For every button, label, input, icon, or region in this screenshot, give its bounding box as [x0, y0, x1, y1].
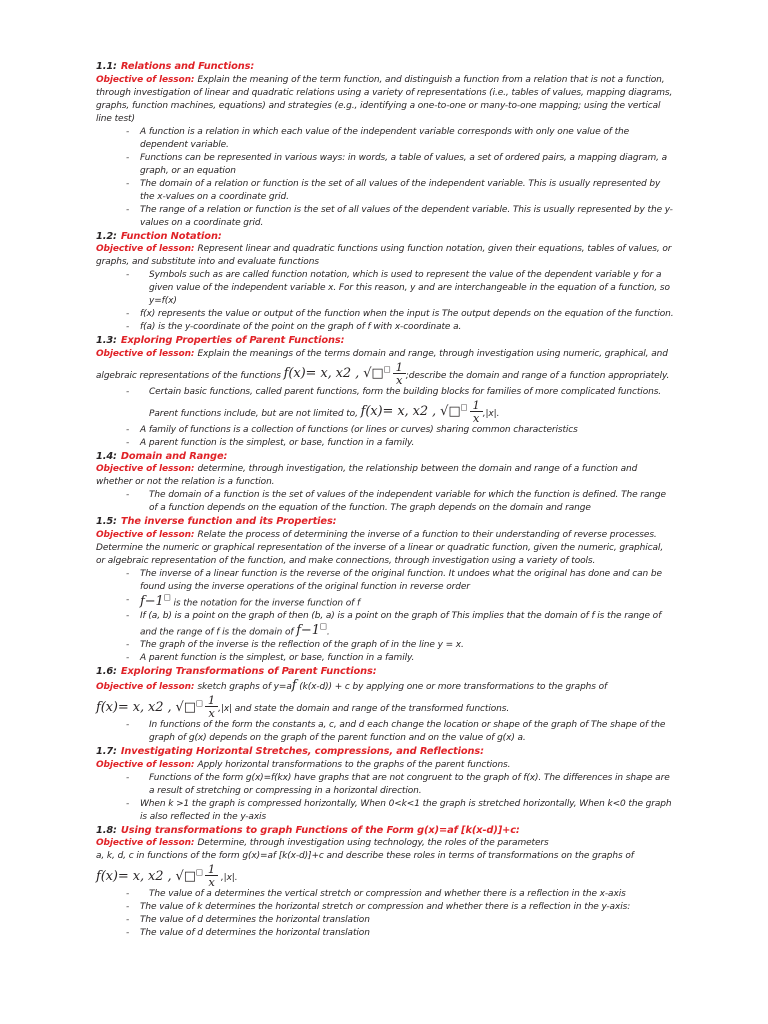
math-f: f — [291, 677, 297, 693]
bullet-dash: - — [126, 594, 130, 605]
bullet-dash: - — [126, 424, 130, 435]
bullet-text: The value of d determines the horizontal translation — [140, 915, 370, 926]
objective-label: Objective of lesson: — [96, 838, 195, 849]
radical-icon: √ — [363, 366, 372, 382]
objective-text-tail: ;describe the domain and range of a function appropriately. — [405, 370, 670, 381]
math-lead: f(x)= x, x2 , — [96, 699, 172, 715]
bullet-text: The value of k determines the horizontal stretch or compression and whether there is a reflection in the y-axis: — [140, 902, 631, 913]
inverse-notation — [140, 594, 171, 609]
math-fraction — [470, 399, 483, 424]
bullet-dash: - — [126, 322, 130, 332]
objective-paragraph — [96, 837, 674, 850]
list-item — [96, 798, 674, 824]
bullet-dash: - — [126, 640, 130, 651]
math-fraction — [205, 863, 218, 888]
objective-paragraph — [96, 243, 674, 269]
bullet-text — [140, 610, 674, 639]
bullet-dash: - — [126, 611, 130, 622]
bullet-text: A function is a relation in which each value of the independent variable corresponds with only one value of the dependent variable. — [140, 126, 630, 150]
placeholder-sup-box: □ — [460, 403, 468, 413]
objective-text: Determine, through investigation using technology, the roles of the parameters — [197, 838, 549, 849]
bullet-text: Functions can be represented in various ways: in words, a table of values, a set of ordered pairs, a mapping diagram, a graph, or an equation — [140, 152, 668, 176]
math-fraction — [205, 694, 218, 719]
placeholder-sup-box: □ — [195, 867, 203, 877]
fraction-denominator: x — [470, 411, 483, 424]
section-number: 1.8: — [96, 824, 117, 836]
section-number: 1.7: — [96, 746, 117, 758]
section-heading — [96, 450, 674, 464]
bullet-dash: - — [126, 126, 130, 137]
objective-text: determine, through investigation, the relationship between the domain and range of a function and whether or not the relation is a function. — [96, 464, 638, 488]
objective-text: Relate the process of determining the inverse of a function to their understanding of reverse processes. Determine the numeric or graphical representation of the inverse of a linear or quadratic function, given the numeric, graphical, or algebraic representation of the function, and make connections, through investigation using a variety of tools. — [96, 529, 664, 566]
section-heading — [96, 230, 674, 244]
math-formula — [96, 692, 218, 720]
math-lead: f(x)= x, x2 , — [283, 366, 360, 382]
list-item — [96, 719, 674, 745]
bullet-text: When k >1 the graph is compressed horizontally, When 0<k<1 the graph is stretched horizontally, When k<0 the graph is also reflected in the y-axis — [140, 798, 672, 822]
objective-label: Objective of lesson: — [96, 759, 195, 770]
section-heading — [96, 745, 674, 759]
objective-paragraph — [96, 463, 674, 489]
objective-label: Objective of lesson: — [96, 529, 195, 540]
objective-label: Objective of lesson: — [96, 74, 195, 85]
list-item — [96, 321, 674, 334]
list-item — [96, 610, 674, 639]
section-title: Domain and Range: — [120, 450, 228, 462]
math-base: f−1 — [140, 594, 164, 610]
math-fraction — [393, 361, 406, 386]
objective-label: Objective of lesson: — [96, 464, 195, 475]
section-number: 1.5: — [96, 516, 117, 528]
bullet-text-tail: . — [326, 627, 330, 638]
objective-paragraph-2 — [96, 850, 674, 888]
placeholder-sup-box: □ — [319, 622, 327, 632]
objective-paragraph — [96, 74, 674, 126]
objective-paragraph — [96, 759, 674, 772]
bullet-dash: - — [126, 720, 130, 731]
objective-text: a, k, d, c in functions of the form g(x)=af [k(x-d)]+c and describe these roles in terms of transformations on the graphs of — [96, 851, 634, 862]
section-1-3 — [96, 334, 674, 450]
section-number: 1.4: — [96, 450, 117, 462]
list-item — [96, 652, 674, 665]
bullet-text-tail: ,|x|. — [482, 408, 500, 419]
objective-paragraph — [96, 529, 674, 568]
section-heading — [96, 515, 674, 529]
bullet-text: In functions of the form the constants a, c, and d each change the location or shape of the graph of The shape of the graph of g(x) depends on the graph of the parent function and on the value of g(x) a. — [149, 720, 666, 744]
section-number: 1.1: — [96, 61, 117, 72]
list-item — [96, 772, 674, 798]
placeholder-box: □ — [448, 404, 461, 420]
bullet-text: The domain of a relation or function is the set of all values of the independent variable. This is usually represented by the x-values on a coordinate grid. — [140, 178, 661, 202]
section-1-8 — [96, 824, 674, 941]
bullet-text-lead: If (a, b) is a point on the graph of then (b, a) is a point on the graph of This implies that the domain of f is the range of and the range of f is the domain of — [140, 611, 662, 638]
list-item — [96, 639, 674, 652]
bullet-text-tail: is the notation for the inverse function of f — [173, 598, 361, 609]
list-item — [96, 927, 674, 940]
objective-label: Objective of lesson: — [96, 348, 195, 359]
fraction-numerator: 1 — [207, 862, 216, 877]
bullet-text: f(x) represents the value or output of the function when the input is The output depends on the equation of the function. — [140, 309, 674, 319]
radical-icon: √ — [175, 868, 184, 884]
objective-label: Objective of lesson: — [96, 244, 195, 254]
list-item — [96, 914, 674, 927]
fraction-denominator: x — [205, 875, 218, 888]
bullet-dash: - — [126, 889, 130, 900]
list-item — [96, 126, 674, 152]
bullet-dash: - — [126, 178, 130, 189]
bullet-text: A parent function is the simplest, or base, function in a family. — [140, 653, 415, 664]
list-item — [96, 568, 674, 594]
section-1-6 — [96, 665, 674, 745]
objective-text: Apply horizontal transformations to the graphs of the parent functions. — [197, 759, 511, 770]
bullet-dash: - — [126, 270, 130, 280]
fraction-numerator: 1 — [207, 692, 216, 707]
list-item — [96, 152, 674, 178]
bullet-dash: - — [126, 386, 130, 397]
objective-text: sketch graphs of y=a — [197, 681, 292, 692]
placeholder-sup-box: □ — [383, 364, 391, 374]
section-title: The inverse function and its Properties: — [120, 516, 337, 528]
inverse-notation — [296, 623, 327, 638]
bullet-dash: - — [126, 152, 130, 163]
math-formula — [283, 359, 406, 387]
math-formula — [96, 862, 218, 890]
bullet-text: Functions of the form g(x)=f(kx) have graphs that are not congruent to the graph of f(x). The differences in shape are a result of stretching or compressing in a horizontal direction. — [149, 772, 670, 796]
bullet-dash: - — [126, 915, 130, 926]
math-formula — [360, 397, 483, 425]
objective-text-mid: (k(x-d)) + c by applying one or more transformations to the graphs of — [299, 681, 608, 692]
bullet-text: The value of d determines the horizontal translation — [140, 928, 370, 939]
objective-paragraph — [96, 348, 674, 386]
objective-text: Explain the meaning of the term function, and distinguish a function from a relation that is not a function, through investigation of linear and quadratic relations using a variety of representations (i.e., tables of values, mapping diagrams, graphs, function machines, equations) and strategies (e.g., identifying a one-to-one or many-to-one mapping; using the vertical line test) — [96, 74, 673, 124]
bullet-text: The domain of a function is the set of values of the independent variable for which the function is defined. The range of a function depends on the equation of the function. The graph depends on the domain and range — [149, 490, 666, 514]
bullet-dash: - — [126, 309, 130, 319]
list-item — [96, 424, 674, 437]
bullet-dash: - — [126, 928, 130, 939]
math-lead: f(x)= x, x2 , — [360, 404, 437, 420]
fraction-denominator: x — [393, 373, 406, 386]
section-number: 1.6: — [96, 666, 117, 678]
fraction-numerator: 1 — [395, 359, 403, 374]
bullet-dash: - — [126, 204, 130, 215]
bullet-text: f(a) is the y-coordinate of the point on the graph of f with x-coordinate a. — [140, 322, 462, 332]
list-item — [96, 901, 674, 914]
objective-label: Objective of lesson: — [96, 681, 195, 692]
section-title: Exploring Transformations of Parent Functions: — [120, 666, 377, 678]
list-item — [96, 178, 674, 204]
bullet-text — [140, 594, 674, 610]
fraction-numerator: 1 — [472, 397, 480, 412]
bullet-dash: - — [126, 437, 130, 448]
section-1-2 — [96, 230, 674, 335]
list-item — [96, 888, 674, 901]
bullet-text: The range of a relation or function is the set of all values of the dependent variable. This is usually represented by the y-values on a coordinate grid. — [140, 204, 673, 228]
bullet-dash: - — [126, 490, 130, 501]
placeholder-box: □ — [183, 868, 196, 884]
fraction-denominator: x — [205, 706, 218, 719]
document-content — [96, 60, 674, 940]
bullet-text: The value of a determines the vertical stretch or compression and whether there is a reflection in the x-axis — [149, 889, 626, 900]
section-number: 1.3: — [96, 335, 117, 346]
bullet-dash: - — [126, 902, 130, 913]
objective-text: Explain the meanings of the terms domain and range, through investigation using numeric, graphical, and algebraic representations of the functions — [96, 348, 668, 381]
section-1-5 — [96, 515, 674, 665]
section-1-7 — [96, 745, 674, 824]
section-number: 1.2: — [96, 230, 117, 242]
section-heading — [96, 334, 674, 348]
section-1-1 — [96, 60, 674, 230]
bullet-text: Symbols such as are called function notation, which is used to represent the value of the dependent variable y for a given value of the independent variable x. For this reason, y and are interchangeable in the equation of a function, so y=f(x) — [149, 270, 670, 306]
section-heading — [96, 60, 674, 74]
bullet-dash: - — [126, 568, 130, 579]
math-base: f−1 — [296, 623, 320, 639]
placeholder-sup-box: □ — [163, 592, 171, 602]
list-item — [96, 489, 674, 515]
section-title: Using transformations to graph Functions of the Form g(x)=af [k(x-d)]+c: — [120, 824, 520, 836]
objective-paragraph — [96, 679, 674, 719]
bullet-dash: - — [126, 653, 130, 664]
bullet-dash: - — [126, 772, 130, 783]
bullet-text: The inverse of a linear function is the reverse of the original function. It undoes what the original has done and can be found using the inverse operations of the original function in reverse order — [140, 568, 662, 592]
section-title: Investigating Horizontal Stretches, compressions, and Reflections: — [120, 746, 484, 758]
bullet-text: The graph of the inverse is the reflection of the graph of in the line y = x. — [140, 640, 464, 651]
placeholder-box: □ — [371, 366, 384, 382]
section-title: Exploring Properties of Parent Functions: — [120, 335, 345, 346]
list-item — [96, 437, 674, 450]
list-item — [96, 386, 674, 424]
placeholder-box: □ — [183, 699, 196, 715]
objective-text-tail: ,|x| and state the domain and range of the transformed functions. — [218, 703, 510, 714]
bullet-text-lead: Certain basic functions, called parent functions, form the building blocks for families of more complicated functions. Parent functions include, but are not limited to, — [149, 386, 662, 419]
math-lead: f(x)= x, x2 , — [96, 868, 172, 884]
section-1-4 — [96, 450, 674, 516]
list-item — [96, 269, 674, 308]
section-heading — [96, 824, 674, 838]
placeholder-sup-box: □ — [195, 698, 203, 708]
bullet-text: A family of functions is a collection of functions (or lines or curves) sharing common characteristics — [140, 424, 578, 435]
list-item — [96, 204, 674, 230]
objective-text-tail: ,|x|. — [220, 872, 238, 883]
section-heading — [96, 665, 674, 679]
list-item — [96, 594, 674, 610]
section-title: Relations and Functions: — [120, 61, 255, 72]
section-title: Function Notation: — [120, 230, 222, 242]
bullet-text: A parent function is the simplest, or base, function in a family. — [140, 437, 415, 448]
radical-icon: √ — [175, 699, 184, 715]
bullet-dash: - — [126, 798, 130, 809]
list-item — [96, 308, 674, 321]
bullet-text — [140, 386, 674, 424]
objective-text: Represent linear and quadratic functions using function notation, given their equations, tables of values, or graphs, and substitute into and evaluate functions — [96, 244, 672, 267]
radical-icon: √ — [440, 404, 449, 420]
